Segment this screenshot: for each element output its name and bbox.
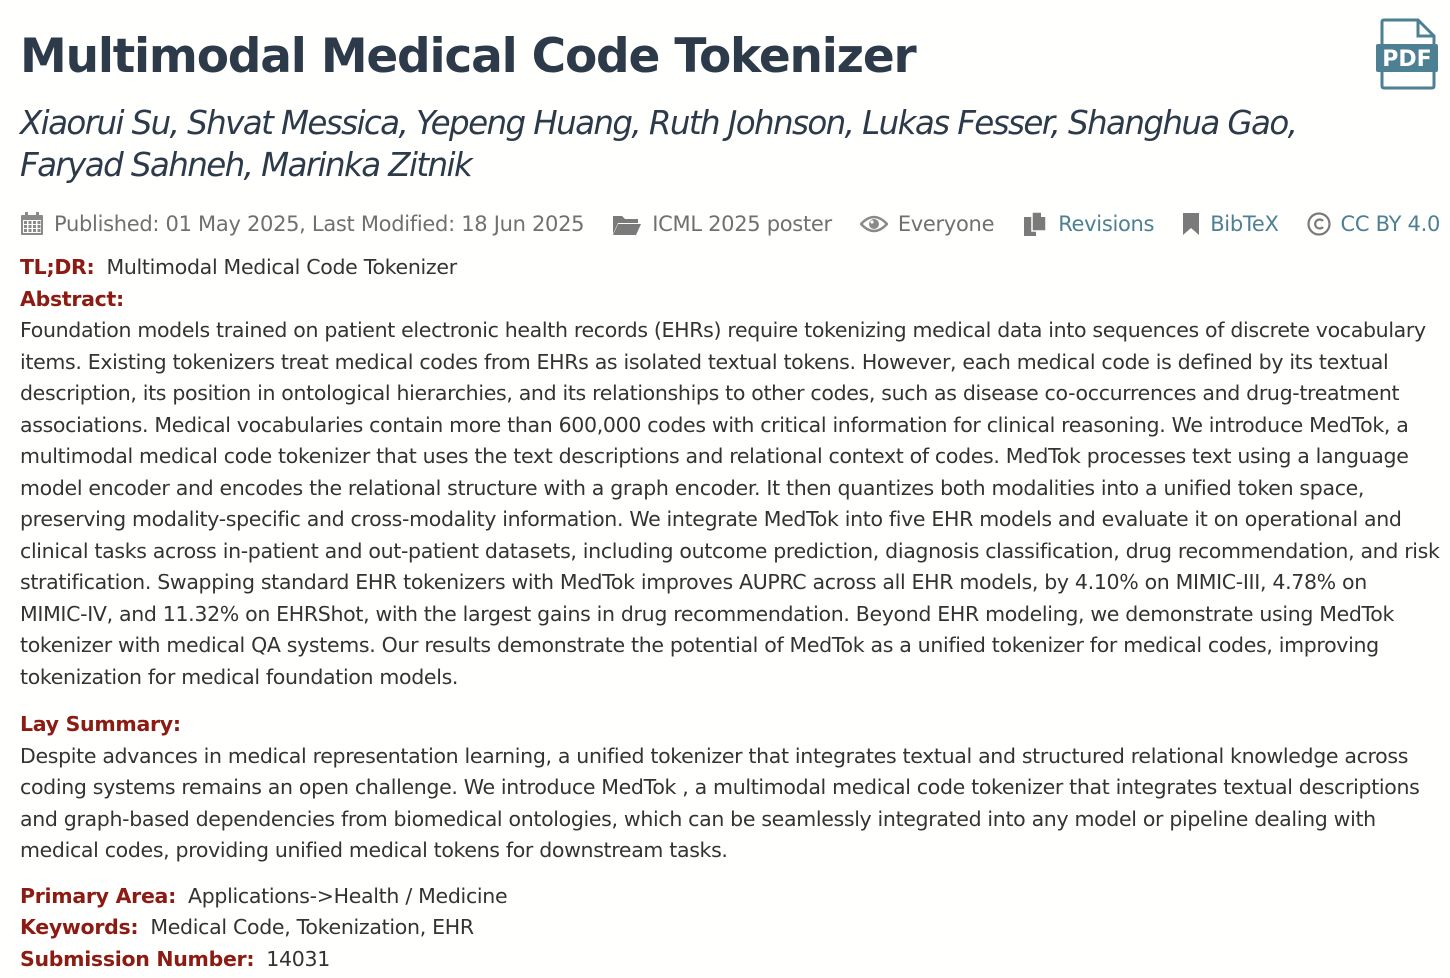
author-link[interactable]: Shanghua Gao bbox=[1068, 104, 1288, 142]
meta-readers bbox=[860, 212, 994, 236]
pdf-icon bbox=[1376, 18, 1438, 90]
calendar-icon bbox=[20, 212, 44, 236]
lay-summary-value: Despite advances in medical representation learning, a unified tokenizer that integrates textual and structured relational knowledge across coding systems remains an open challenge. We introduce MedTok , a multimodal medical code tokenizer that integrates textual descriptions and graph-based dependencies from biomedical ontologies, which can be seamlessly integrated into any model or pipeline dealing with medical codes, providing unified medical tokens for downstream tasks. bbox=[20, 743, 1420, 862]
author-link[interactable]: Faryad Sahneh bbox=[20, 146, 244, 184]
primary-area-value: Applications->Health / Medicine bbox=[187, 883, 508, 908]
duplicate-icon bbox=[1022, 211, 1048, 237]
bookmark-icon bbox=[1182, 212, 1200, 236]
meta-published bbox=[20, 212, 584, 236]
author-link[interactable]: Yepeng Huang bbox=[415, 104, 632, 142]
keywords-value: Medical Code, Tokenization, EHR bbox=[150, 915, 474, 939]
revisions-link[interactable] bbox=[1022, 211, 1154, 237]
paper-title: Multimodal Medical Code Tokenizer bbox=[20, 29, 916, 84]
tldr-field bbox=[20, 252, 1430, 284]
author-link[interactable]: Xiaorui Su bbox=[20, 104, 170, 142]
primary-area-label: Primary Area: bbox=[20, 883, 176, 908]
revisions-label: Revisions bbox=[1058, 212, 1155, 236]
keywords-label: Keywords: bbox=[20, 915, 139, 939]
author-link[interactable]: Marinka Zitnik bbox=[261, 146, 472, 184]
folder-icon bbox=[612, 212, 642, 236]
published-date: Published: 01 May 2025, Last Modified: 18 Jun 2025 bbox=[54, 212, 585, 236]
lay-summary-field bbox=[20, 709, 1430, 867]
tldr-label: TL;DR: bbox=[20, 255, 95, 279]
bibtex-link[interactable] bbox=[1182, 212, 1278, 236]
author-link[interactable]: Ruth Johnson bbox=[648, 104, 845, 142]
keywords-field bbox=[20, 912, 1430, 944]
submission-number-field bbox=[20, 944, 1430, 976]
svg-text:PDF: PDF bbox=[1382, 47, 1432, 72]
lay-summary-label: Lay Summary: bbox=[20, 712, 181, 736]
submission-number-value: 14031 bbox=[266, 946, 330, 971]
bibtex-label: BibTeX bbox=[1210, 212, 1279, 236]
author-link[interactable]: Shvat Messica bbox=[187, 104, 399, 142]
author-list: Xiaorui Su, Shvat Messica, Yepeng Huang, Ruth Johnson, Lukas Fesser, Shanghua Gao, Faryad Sahneh, Marinka Zitnik bbox=[20, 104, 1297, 184]
eye-icon bbox=[860, 214, 888, 234]
pdf-download-link[interactable] bbox=[1376, 18, 1438, 90]
copyright-icon bbox=[1307, 212, 1331, 236]
abstract-field bbox=[20, 284, 1440, 694]
primary-area-field bbox=[20, 881, 1430, 913]
license-label: CC BY 4.0 bbox=[1340, 212, 1441, 236]
meta-row bbox=[20, 206, 1441, 242]
submission-number-label: Submission Number: bbox=[20, 946, 255, 971]
author-link[interactable]: Lukas Fesser bbox=[862, 104, 1051, 142]
readers-text: Everyone bbox=[897, 212, 995, 236]
venue-text: ICML 2025 poster bbox=[652, 212, 832, 236]
license-link[interactable] bbox=[1307, 212, 1440, 236]
abstract-label: Abstract: bbox=[20, 286, 124, 311]
abstract-value: Foundation models trained on patient electronic health records (EHRs) require tokenizing medical data into sequences of discrete vocabulary items. Existing tokenizers treat medical codes from EHRs as isolated textual tokens. However, each medical code is defined by its textual description, its position in ontological hierarchies, and its relationships to other codes, such as disease co-occurrences and drug-treatment associations. Medical vocabularies contain more than 600,000 codes with critical information for clinical reasoning. We introduce MedTok, a multimodal medical code tokenizer that uses the text descriptions and relational context of codes. MedTok processes text using a language model encoder and encodes the relational structure with a graph encoder. It then quantizes both modalities into a unified token space, preserving modality-specific and cross-modality information. We integrate MedTok into five EHR models and evaluate it on operational and clinical tasks across in-patient and out-patient datasets, including outcome prediction, diagnosis classification, drug recommendation, and risk stratification. Swapping standard EHR tokenizers with MedTok improves AUPRC across all EHR models, by 4.10% on MIMIC-III, 4.78% on MIMIC-IV, and 11.32% on EHRShot, with the largest gains in drug recommendation. Beyond EHR modeling, we demonstrate using MedTok tokenizer with medical QA systems. Our results demonstrate the potential of MedTok as a unified tokenizer for medical codes, improving tokenization for medical foundation models. bbox=[20, 318, 1440, 689]
meta-venue bbox=[612, 212, 832, 236]
tldr-value: Multimodal Medical Code Tokenizer bbox=[106, 255, 457, 279]
